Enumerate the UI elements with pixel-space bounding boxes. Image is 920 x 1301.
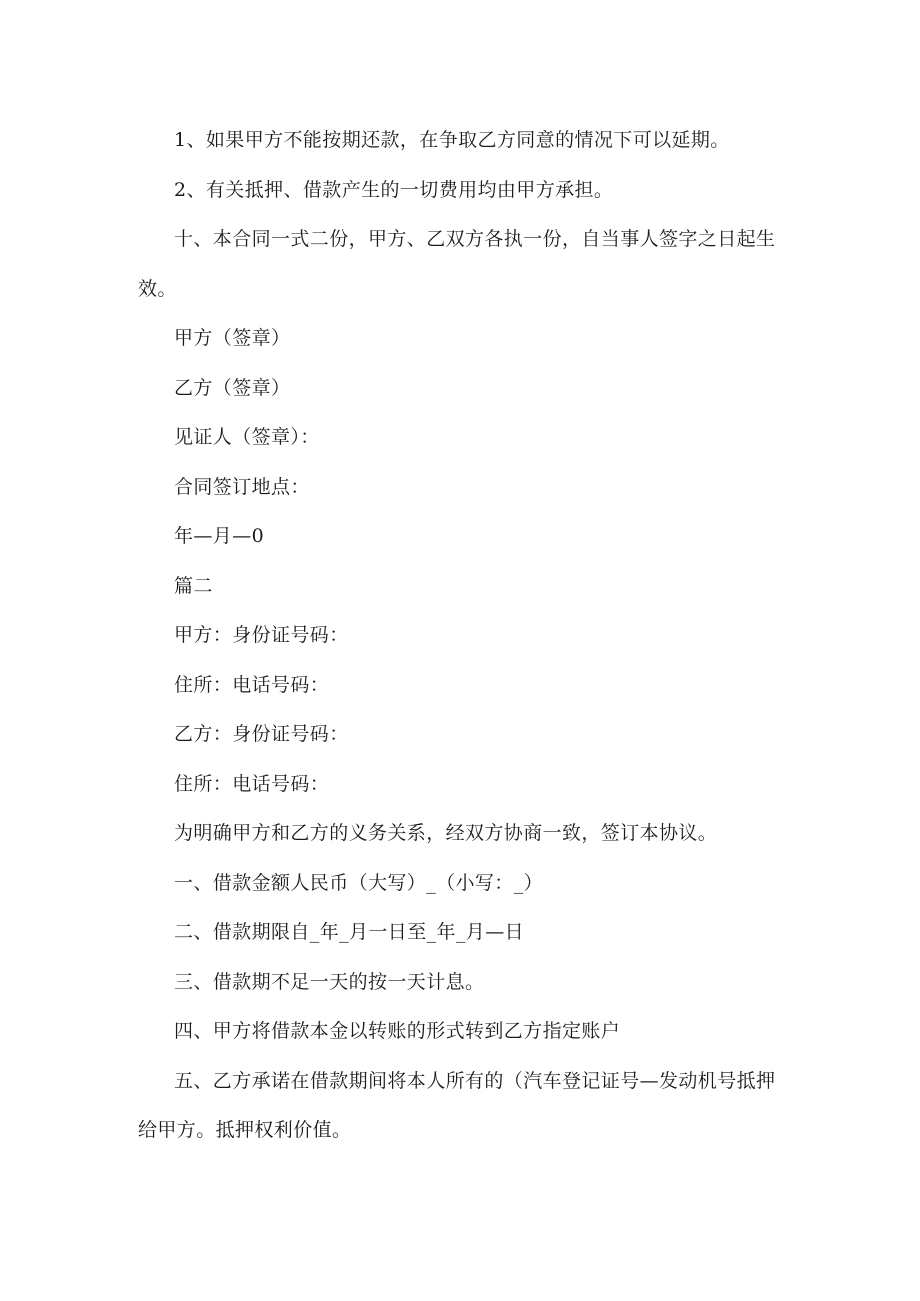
agreement-purpose: 为明确甲方和乙方的义务关系，经双方协商一致，签订本协议。 — [174, 822, 718, 844]
signing-location: 合同签订地点： — [174, 475, 310, 498]
clause-interest: 三、借款期不足一天的按一天计息。 — [174, 970, 485, 993]
paragraph-fees-clause: 2、有关抵押、借款产生的一切费用均由甲方承担。 — [174, 178, 614, 201]
paragraph-copies-clause: 十、本合同一式二份，甲方、乙双方各执一份，自当事人签字之日起生效。 — [138, 228, 776, 300]
party-b-address: 住所：电话号码： — [174, 772, 330, 795]
clause-collateral: 五、乙方承诺在借款期间将本人所有的（汽车登记证号—发动机号抵押给甲方。抵押权利价值。 — [138, 1069, 776, 1141]
section-heading: 篇二 — [174, 574, 213, 597]
signature-party-a: 甲方（签章） — [174, 327, 291, 349]
signing-date: 年—月—0 — [174, 525, 265, 547]
document-body — [138, 116, 778, 1156]
clause-loan-amount: 一、借款金额人民币（大写）_（小写：_） — [174, 871, 544, 894]
clause-transfer: 四、甲方将借款本金以转账的形式转到乙方指定账户 — [174, 1020, 621, 1042]
party-a-id: 甲方：身份证号码： — [174, 624, 349, 646]
signature-witness: 见证人（签章）： — [174, 426, 320, 448]
paragraph-extension-clause: 1、如果甲方不能按期还款，在争取乙方同意的情况下可以延期。 — [174, 129, 730, 151]
party-b-id: 乙方：身份证号码： — [174, 723, 349, 745]
party-a-address: 住所：电话号码： — [174, 673, 330, 696]
signature-party-b: 乙方（签章） — [174, 376, 291, 399]
clause-loan-term: 二、借款期限自_年_月一日至_年_月—日 — [174, 921, 525, 943]
